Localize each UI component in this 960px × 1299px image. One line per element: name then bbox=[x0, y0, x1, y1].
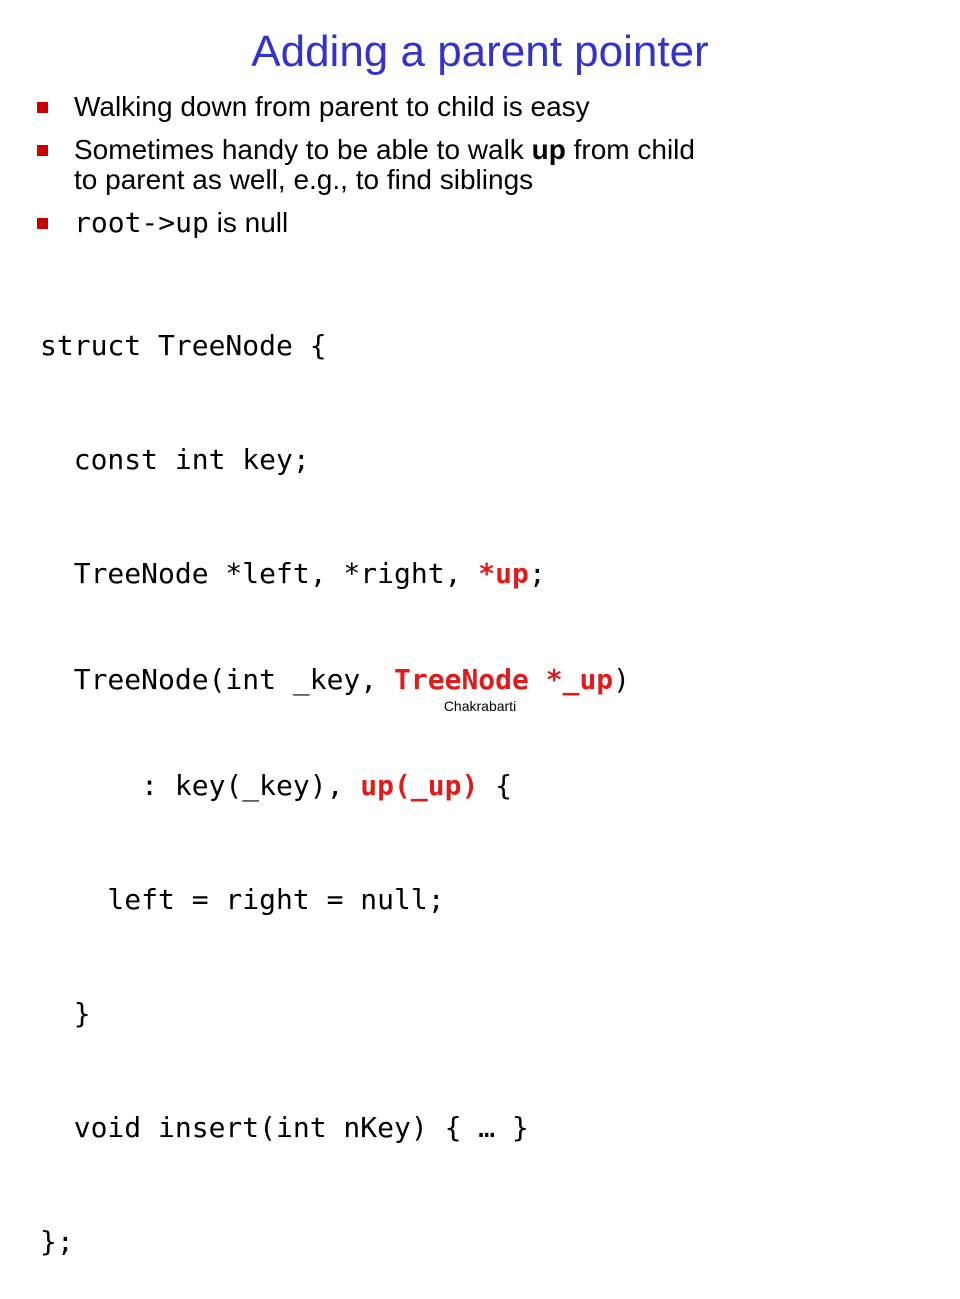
bullet-item bbox=[34, 208, 934, 238]
bullet-list bbox=[34, 92, 934, 251]
code-text: TreeNode(int _key, bbox=[40, 663, 395, 696]
square-bullet-icon bbox=[37, 218, 48, 229]
code-text: { bbox=[478, 769, 513, 802]
square-bullet-icon bbox=[37, 145, 48, 156]
code-line: void insert(int nKey) { … } bbox=[40, 1111, 529, 1144]
bullet-text-continued: to parent as well, e.g., to find siblings bbox=[74, 164, 534, 195]
footer-author: Chakrabarti bbox=[443, 698, 517, 714]
code-text: ; bbox=[528, 557, 546, 590]
code-block bbox=[40, 256, 630, 1299]
code-line: } bbox=[40, 997, 91, 1030]
bullet-code: root->up bbox=[74, 206, 209, 239]
code-line bbox=[40, 664, 630, 696]
code-text: ) bbox=[613, 663, 631, 696]
bullet-text: Walking down from parent to child is easy bbox=[74, 91, 590, 122]
bullet-text: Sometimes handy to be able to walk bbox=[74, 134, 532, 165]
code-highlight: up(_up) bbox=[360, 769, 479, 802]
code-line bbox=[40, 550, 630, 598]
code-highlight: TreeNode *_up bbox=[394, 663, 614, 696]
code-text: TreeNode *left, *right, bbox=[40, 557, 479, 590]
code-line: struct TreeNode { bbox=[40, 329, 327, 362]
bullet-text: is null bbox=[208, 207, 289, 238]
bullet-text: from child bbox=[565, 134, 695, 165]
code-line: }; bbox=[40, 1225, 74, 1258]
code-line: const int key; bbox=[40, 443, 310, 476]
code-line bbox=[40, 762, 630, 810]
code-text: : key(_key), bbox=[40, 769, 361, 802]
slide-title: Adding a parent pointer bbox=[251, 27, 709, 76]
bullet-item bbox=[34, 92, 934, 122]
code-highlight: *up bbox=[478, 557, 529, 590]
bullet-item bbox=[34, 135, 934, 195]
square-bullet-icon bbox=[37, 102, 48, 113]
code-line: left = right = null; bbox=[40, 883, 445, 916]
bullet-emphasis: up bbox=[531, 134, 566, 165]
